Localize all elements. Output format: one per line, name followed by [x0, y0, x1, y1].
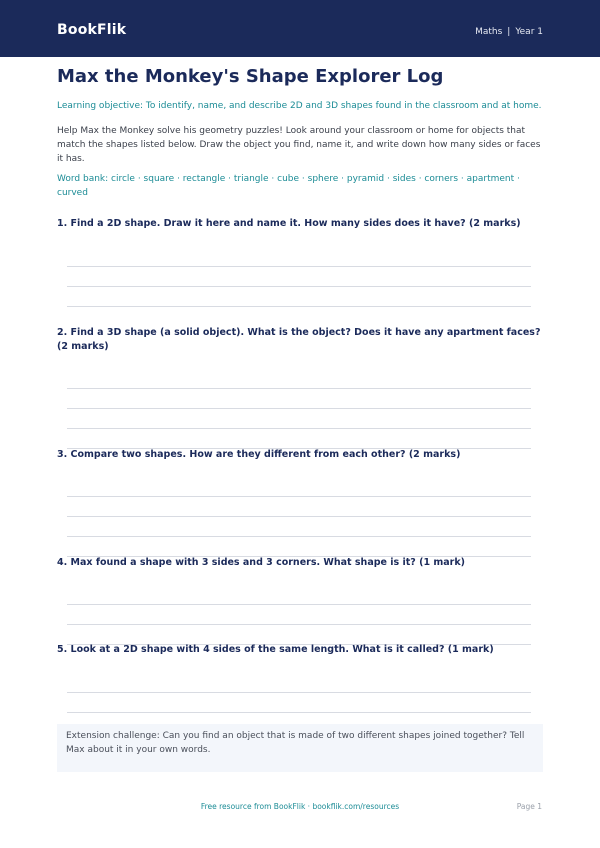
answer-line[interactable]: [67, 286, 531, 287]
question-5: 5. Look at a 2D shape with 4 sides of the same length. What is it called? (1 mark): [57, 644, 494, 655]
page-title: Max the Monkey's Shape Explorer Log: [57, 66, 444, 87]
question-4: 4. Max found a shape with 3 sides and 3 corners. What shape is it? (1 mark): [57, 557, 466, 568]
breadcrumb-separator: |: [507, 27, 511, 37]
question-2: 2. Find a 3D shape (a solid object). What is the object? Does it have any apartment faces? (2 marks): [57, 327, 541, 352]
answer-line[interactable]: [67, 692, 531, 693]
header-bar: [0, 0, 600, 57]
intro-text: Help Max the Monkey solve his geometry puzzles! Look around your classroom or home for objects that match the shapes listed below. Draw the object you find, name it, and write down how many sides or faces it has.: [57, 126, 541, 164]
answer-line[interactable]: [67, 306, 531, 307]
extension-challenge: Extension challenge: Can you find an object that is made of two different shapes joined together? Tell Max about it in your own words.: [57, 724, 543, 772]
answer-line[interactable]: [67, 428, 531, 429]
answer-line[interactable]: [67, 388, 531, 389]
page-number: Page 1: [516, 802, 542, 811]
question-3: 3. Compare two shapes. How are they different from each other? (2 marks): [57, 449, 461, 460]
answer-line[interactable]: [67, 516, 531, 517]
answer-line[interactable]: [67, 266, 531, 267]
learning-objective: Learning objective: To identify, name, and describe 2D and 3D shapes found in the classroom and at home.: [57, 101, 542, 111]
answer-line[interactable]: [67, 712, 531, 713]
year-label: Year 1: [515, 27, 543, 37]
question-1: 1. Find a 2D shape. Draw it here and name it. How many sides does it have? (2 marks): [57, 218, 521, 229]
subject-label: Maths: [475, 27, 503, 37]
answer-line[interactable]: [67, 408, 531, 409]
breadcrumb: [475, 27, 543, 37]
footer-credit[interactable]: Free resource from BookFlik · bookflik.com/resources: [200, 802, 400, 811]
answer-line[interactable]: [67, 496, 531, 497]
word-bank: Word bank: circle · square · rectangle · triangle · cube · sphere · pyramid · sides · corners · apartment · curved: [57, 174, 520, 198]
answer-line[interactable]: [67, 624, 531, 625]
answer-line[interactable]: [67, 604, 531, 605]
answer-line[interactable]: [67, 536, 531, 537]
brand-logo[interactable]: BookFlik: [57, 22, 127, 38]
